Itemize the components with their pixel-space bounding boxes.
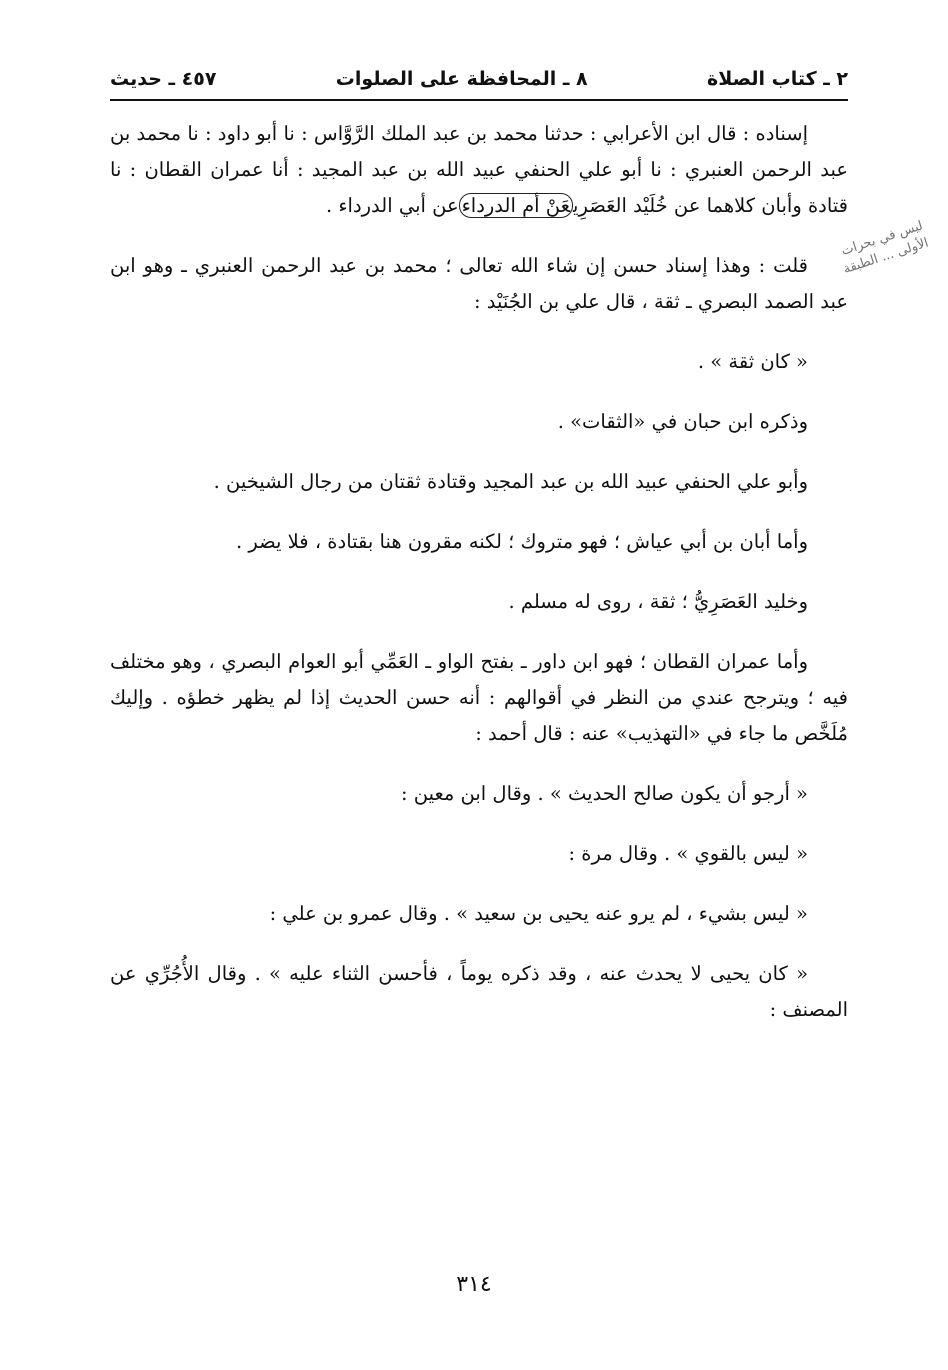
paragraph: وذكره ابن حبان في «الثقات» . [557,410,808,433]
header-hadith-number: ٤٥٧ ـ حديث [110,68,217,90]
paragraph-isnad [110,116,848,224]
isnad-text-start: إسناده : قال ابن الأعرابي : حدثنا محمد بن عبد الملك الرَّوَّاس : نا أبو داود : نا محمد بن عبد الرحمن العنبري : نا أبو علي الحنفي عبيد الله بن عبد المجيد : أنا عمران القطان : نا قتادة وأبان كلاهما عن خُلَيْد العَصَرِي [110,122,848,217]
page-number: ٣١٤ [456,1272,492,1297]
paragraph: وخليد العَصَرِيُّ ؛ ثقة ، روى له مسلم . [508,590,808,613]
paragraph: وأبو علي الحنفي عبيد الله بن عبد المجيد وقتادة ثقتان من رجال الشيخين . [213,470,808,493]
header-chapter-title: ٨ ـ المحافظة على الصلوات [335,68,588,90]
paragraph: وأما أبان بن أبي عياش ؛ فهو متروك ؛ لكنه مقرون هنا بقتادة ، فلا يضر . [235,530,808,553]
running-header [110,62,848,96]
paragraph: « كان يحيى لا يحدث عنه ، وقد ذكره يوماً ، فأحسن الثناء عليه » . وقال الأُجُرِّي عن المصنف : [110,962,848,1021]
main-text [110,116,848,1052]
paragraph: « ليس بشيء ، لم يرو عنه يحيى بن سعيد » . وقال عمرو بن علي : [269,902,808,925]
paragraph: قلت : وهذا إسناد حسن إن شاء الله تعالى ؛ محمد بن عبد الرحمن العنبري ـ وهو ابن عبد الصمد البصري ـ ثقة ، قال علي بن الجُنَيْد : [110,254,848,313]
paragraph: « أرجو أن يكون صالح الحديث » . وقال ابن معين : [400,782,808,805]
paragraph: « كان ثقة » . [697,350,808,373]
isnad-text-end: عن أبي الدرداء . [325,194,459,217]
header-book-title: ٢ ـ كتاب الصلاة [707,68,848,90]
header-divider [110,99,848,101]
paragraph: وأما عمران القطان ؛ فهو ابن داور ـ بفتح الواو ـ العَمِّي أبو العوام البصري ، وهو مختلف فيه ؛ ويترجح عندي من النظر في أقوالهم : أنه حسن الحديث إذا لم يظهر خطؤه . وإليك مُلَخَّص ما جاء في «التهذيب» عنه : قال أحمد : [110,650,848,745]
paragraph: « ليس بالقوي » . وقال مرة : [568,842,808,865]
circled-annotation: عَنْ أم الدرداء [459,193,573,218]
handwritten-margin-note: ليس في بحرات الأولى ... الطبقة [839,218,931,278]
